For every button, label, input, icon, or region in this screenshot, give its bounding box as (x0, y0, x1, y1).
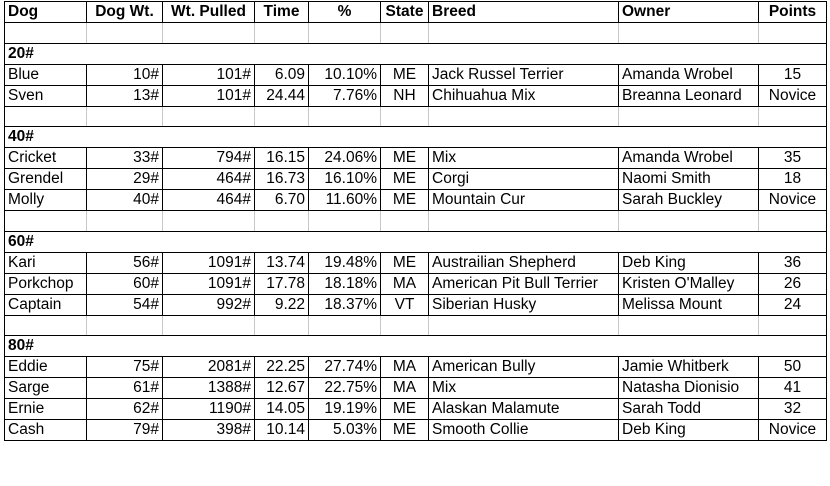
cell-percent: 11.60% (309, 190, 381, 211)
cell-points: 41 (759, 378, 827, 399)
cell-owner: Natasha Dionisio (619, 378, 759, 399)
table-row (5, 64, 827, 85)
empty-cell (163, 315, 255, 336)
cell-state: NH (381, 85, 429, 106)
table-row (5, 190, 827, 211)
cell-time: 6.70 (255, 190, 309, 211)
table-row (5, 357, 827, 378)
header-breed: Breed (429, 2, 619, 23)
cell-points: 35 (759, 148, 827, 169)
empty-cell (255, 315, 309, 336)
cell-breed: Jack Russel Terrier (429, 64, 619, 85)
header-weight-pulled: Wt. Pulled (163, 2, 255, 23)
cell-percent: 27.74% (309, 357, 381, 378)
group-label: 20# (5, 43, 827, 64)
cell-time: 13.74 (255, 252, 309, 273)
empty-cell (5, 315, 87, 336)
cell-breed: Mix (429, 148, 619, 169)
cell-dog-weight: 79# (87, 420, 163, 441)
cell-percent: 18.18% (309, 273, 381, 294)
cell-percent: 19.48% (309, 252, 381, 273)
empty-cell (429, 211, 619, 232)
spacer-row (5, 315, 827, 336)
cell-points: 50 (759, 357, 827, 378)
cell-time: 10.14 (255, 420, 309, 441)
cell-owner: Sarah Todd (619, 399, 759, 420)
group-row (5, 336, 827, 357)
empty-cell (5, 106, 87, 127)
cell-points: Novice (759, 420, 827, 441)
results-table (4, 1, 827, 441)
cell-dog-name: Cricket (5, 148, 87, 169)
header-dog: Dog (5, 2, 87, 23)
cell-dog-name: Porkchop (5, 273, 87, 294)
table-row (5, 252, 827, 273)
cell-dog-name: Ernie (5, 399, 87, 420)
cell-owner: Breanna Leonard (619, 85, 759, 106)
table-row (5, 148, 827, 169)
cell-state: ME (381, 399, 429, 420)
empty-cell (309, 23, 381, 44)
cell-breed: Alaskan Malamute (429, 399, 619, 420)
empty-cell (619, 315, 759, 336)
empty-cell (309, 211, 381, 232)
cell-owner: Deb King (619, 420, 759, 441)
empty-cell (381, 106, 429, 127)
header-percent: % (309, 2, 381, 23)
cell-weight-pulled: 1388# (163, 378, 255, 399)
cell-points: Novice (759, 85, 827, 106)
cell-state: ME (381, 169, 429, 190)
cell-time: 16.73 (255, 169, 309, 190)
cell-weight-pulled: 101# (163, 85, 255, 106)
empty-cell (619, 23, 759, 44)
cell-percent: 18.37% (309, 294, 381, 315)
empty-cell (163, 211, 255, 232)
cell-state: ME (381, 148, 429, 169)
cell-owner: Sarah Buckley (619, 190, 759, 211)
empty-cell (163, 106, 255, 127)
cell-time: 16.15 (255, 148, 309, 169)
empty-cell (429, 315, 619, 336)
spacer-row (5, 23, 827, 44)
cell-time: 22.25 (255, 357, 309, 378)
header-row (5, 2, 827, 23)
cell-percent: 24.06% (309, 148, 381, 169)
header-time: Time (255, 2, 309, 23)
cell-time: 9.22 (255, 294, 309, 315)
cell-state: MA (381, 378, 429, 399)
header-points: Points (759, 2, 827, 23)
cell-dog-weight: 10# (87, 64, 163, 85)
cell-weight-pulled: 1091# (163, 252, 255, 273)
empty-cell (5, 211, 87, 232)
cell-dog-weight: 13# (87, 85, 163, 106)
empty-cell (381, 23, 429, 44)
table-body (5, 23, 827, 441)
cell-state: ME (381, 252, 429, 273)
cell-state: ME (381, 420, 429, 441)
cell-dog-name: Grendel (5, 169, 87, 190)
cell-breed: Smooth Collie (429, 420, 619, 441)
cell-points: 24 (759, 294, 827, 315)
cell-dog-weight: 29# (87, 169, 163, 190)
cell-percent: 19.19% (309, 399, 381, 420)
empty-cell (381, 315, 429, 336)
cell-dog-weight: 54# (87, 294, 163, 315)
table-row (5, 420, 827, 441)
empty-cell (759, 106, 827, 127)
cell-owner: Deb King (619, 252, 759, 273)
table-row (5, 85, 827, 106)
cell-owner: Jamie Whitberk (619, 357, 759, 378)
cell-percent: 5.03% (309, 420, 381, 441)
table-row (5, 378, 827, 399)
empty-cell (381, 211, 429, 232)
group-label: 60# (5, 231, 827, 252)
cell-dog-name: Sven (5, 85, 87, 106)
cell-state: VT (381, 294, 429, 315)
cell-breed: Mountain Cur (429, 190, 619, 211)
empty-cell (255, 23, 309, 44)
cell-points: 36 (759, 252, 827, 273)
cell-percent: 10.10% (309, 64, 381, 85)
cell-dog-name: Kari (5, 252, 87, 273)
cell-dog-name: Sarge (5, 378, 87, 399)
cell-weight-pulled: 794# (163, 148, 255, 169)
cell-owner: Amanda Wrobel (619, 64, 759, 85)
cell-percent: 22.75% (309, 378, 381, 399)
cell-points: 26 (759, 273, 827, 294)
cell-state: MA (381, 273, 429, 294)
cell-dog-weight: 62# (87, 399, 163, 420)
cell-weight-pulled: 464# (163, 169, 255, 190)
header-state: State (381, 2, 429, 23)
cell-breed: Siberian Husky (429, 294, 619, 315)
empty-cell (87, 23, 163, 44)
cell-state: ME (381, 190, 429, 211)
empty-cell (619, 106, 759, 127)
cell-time: 24.44 (255, 85, 309, 106)
empty-cell (255, 106, 309, 127)
cell-time: 14.05 (255, 399, 309, 420)
empty-cell (429, 106, 619, 127)
empty-cell (87, 211, 163, 232)
group-row (5, 231, 827, 252)
cell-dog-name: Eddie (5, 357, 87, 378)
cell-weight-pulled: 1091# (163, 273, 255, 294)
cell-state: MA (381, 357, 429, 378)
empty-cell (87, 106, 163, 127)
empty-cell (5, 23, 87, 44)
cell-percent: 7.76% (309, 85, 381, 106)
cell-dog-name: Captain (5, 294, 87, 315)
cell-breed: Chihuahua Mix (429, 85, 619, 106)
empty-cell (255, 211, 309, 232)
cell-dog-weight: 60# (87, 273, 163, 294)
cell-dog-name: Blue (5, 64, 87, 85)
cell-time: 12.67 (255, 378, 309, 399)
table-row (5, 169, 827, 190)
cell-dog-weight: 56# (87, 252, 163, 273)
cell-dog-name: Molly (5, 190, 87, 211)
empty-cell (309, 106, 381, 127)
group-label: 80# (5, 336, 827, 357)
empty-cell (163, 23, 255, 44)
spacer-row (5, 106, 827, 127)
group-row (5, 127, 827, 148)
cell-weight-pulled: 101# (163, 64, 255, 85)
empty-cell (87, 315, 163, 336)
cell-dog-weight: 40# (87, 190, 163, 211)
table-row (5, 399, 827, 420)
cell-weight-pulled: 1190# (163, 399, 255, 420)
cell-breed: American Pit Bull Terrier (429, 273, 619, 294)
cell-time: 6.09 (255, 64, 309, 85)
cell-weight-pulled: 398# (163, 420, 255, 441)
cell-dog-name: Cash (5, 420, 87, 441)
table-row (5, 273, 827, 294)
empty-cell (759, 23, 827, 44)
header-owner: Owner (619, 2, 759, 23)
cell-dog-weight: 33# (87, 148, 163, 169)
cell-owner: Naomi Smith (619, 169, 759, 190)
cell-weight-pulled: 2081# (163, 357, 255, 378)
cell-dog-weight: 61# (87, 378, 163, 399)
empty-cell (759, 211, 827, 232)
table-row (5, 294, 827, 315)
cell-points: 18 (759, 169, 827, 190)
empty-cell (759, 315, 827, 336)
spacer-row (5, 211, 827, 232)
cell-weight-pulled: 464# (163, 190, 255, 211)
cell-points: 15 (759, 64, 827, 85)
empty-cell (619, 211, 759, 232)
cell-owner: Melissa Mount (619, 294, 759, 315)
group-row (5, 43, 827, 64)
cell-breed: Mix (429, 378, 619, 399)
cell-weight-pulled: 992# (163, 294, 255, 315)
cell-owner: Amanda Wrobel (619, 148, 759, 169)
cell-breed: Corgi (429, 169, 619, 190)
cell-owner: Kristen O'Malley (619, 273, 759, 294)
cell-state: ME (381, 64, 429, 85)
empty-cell (429, 23, 619, 44)
cell-breed: American Bully (429, 357, 619, 378)
group-label: 40# (5, 127, 827, 148)
empty-cell (309, 315, 381, 336)
header-dog-weight: Dog Wt. (87, 2, 163, 23)
cell-time: 17.78 (255, 273, 309, 294)
cell-points: 32 (759, 399, 827, 420)
cell-dog-weight: 75# (87, 357, 163, 378)
cell-percent: 16.10% (309, 169, 381, 190)
cell-breed: Austrailian Shepherd (429, 252, 619, 273)
cell-points: Novice (759, 190, 827, 211)
